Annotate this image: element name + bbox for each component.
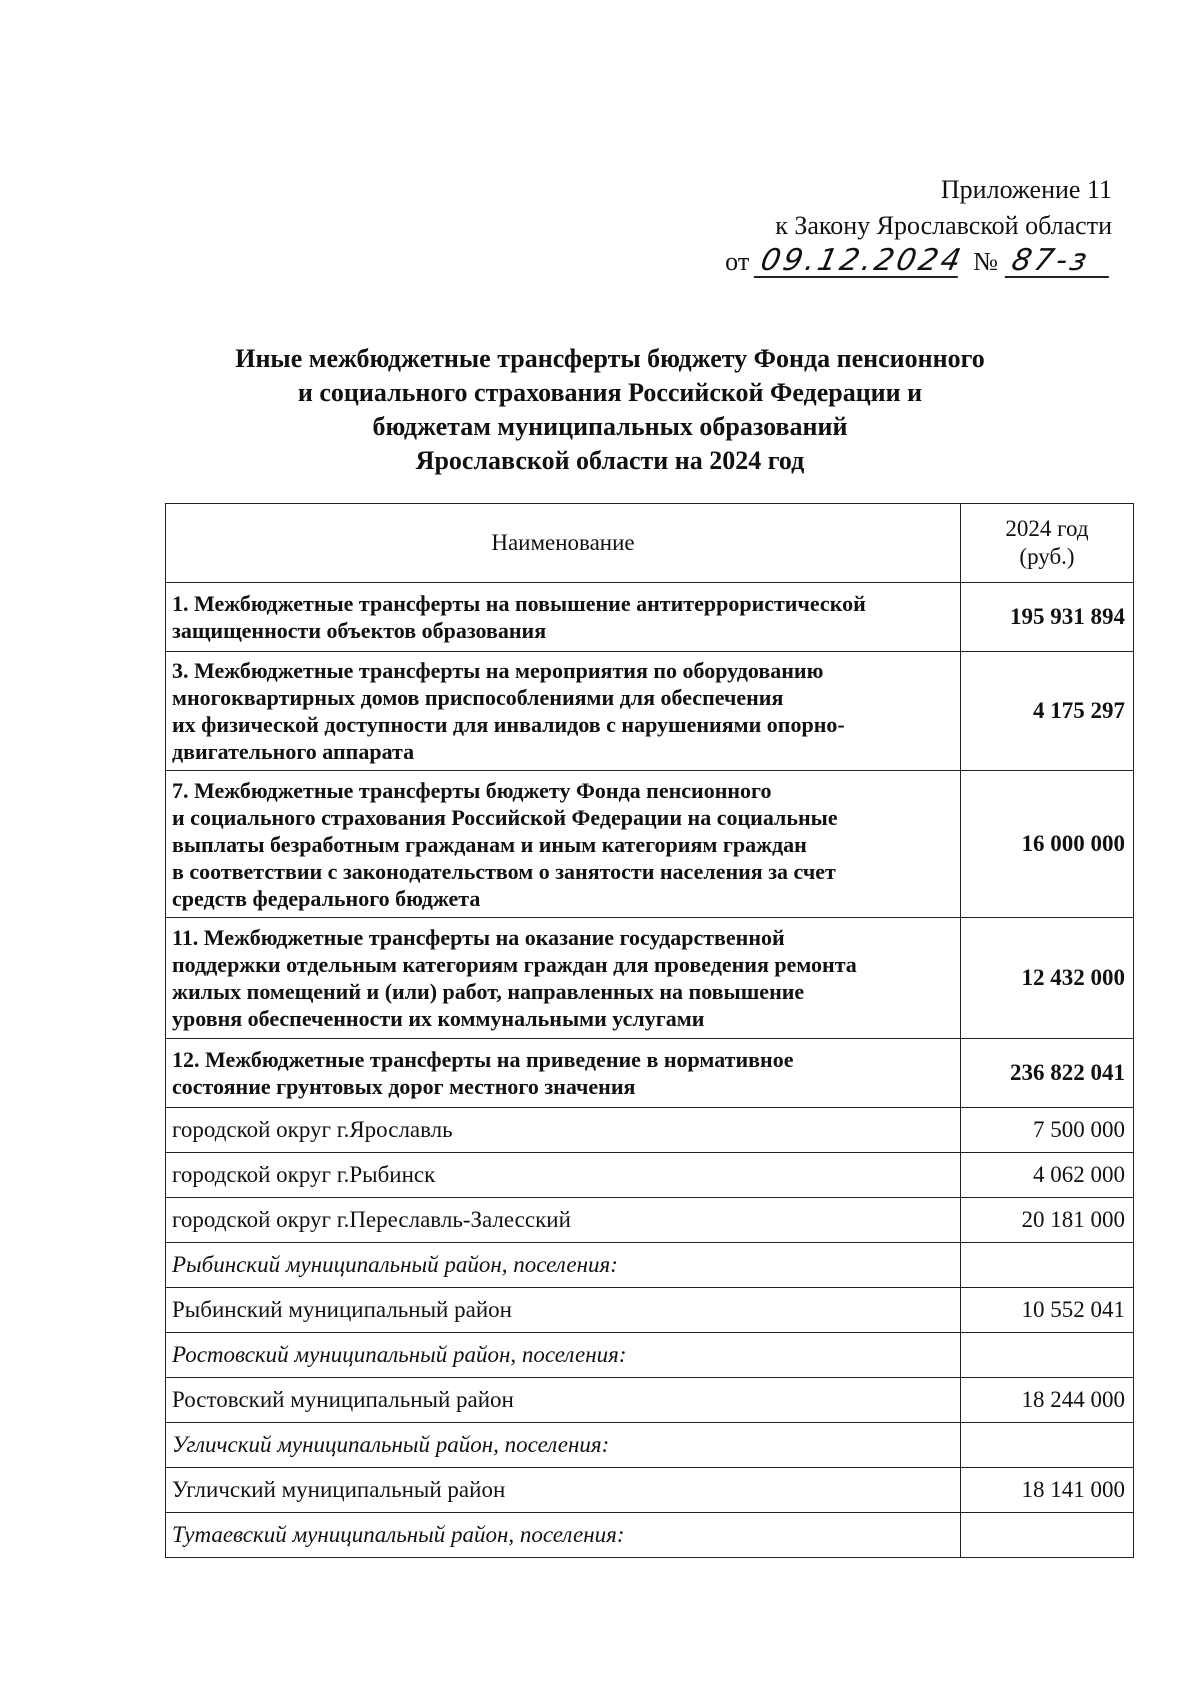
table-row <box>166 1153 1134 1198</box>
section-row <box>166 583 1134 652</box>
group-value <box>961 1333 1134 1378</box>
section-line: двигательного аппарата <box>172 739 415 764</box>
column-header-year <box>961 504 1134 583</box>
law-reference: к Закону Ярославской области <box>775 211 1112 240</box>
group-header-row <box>166 1423 1134 1468</box>
group-value <box>961 1513 1134 1558</box>
law-date-number-line <box>592 244 1112 280</box>
section-line: поддержки отдельным категориям граждан для проведения ремонта <box>172 952 857 977</box>
group-name: Тутаевский муниципальный район, поселения: <box>166 1513 961 1558</box>
column-header-name: Наименование <box>166 504 961 583</box>
table-row <box>166 1108 1134 1153</box>
section-line: и социального страхования Российской Федерации на социальные <box>172 804 838 830</box>
title-line: Ярославской области на 2024 год <box>415 446 805 475</box>
appendix-number: Приложение 11 <box>940 175 1112 204</box>
row-name: Угличский муниципальный район <box>166 1468 961 1513</box>
column-header-unit: (руб.) <box>1019 544 1075 569</box>
section-line: жилых помещений и (или) работ, направленных на повышение <box>172 979 805 1004</box>
section-line: 7. Межбюджетные трансферты бюджету Фонда пенсионного <box>172 777 772 803</box>
transfers-table <box>165 503 1134 1558</box>
section-line: состояние грунтовых дорог местного значения <box>172 1074 636 1099</box>
row-value: 18 244 000 <box>961 1378 1134 1423</box>
column-header-year-label: 2024 год <box>1005 516 1089 541</box>
row-name: Ростовский муниципальный район <box>166 1378 961 1423</box>
section-name <box>166 652 961 771</box>
section-row <box>166 918 1134 1039</box>
group-header-row <box>166 1243 1134 1288</box>
section-name <box>166 583 961 652</box>
section-name <box>166 1039 961 1108</box>
table-row <box>166 1198 1134 1243</box>
section-line: защищенности объектов образования <box>172 618 547 643</box>
section-line: 12. Межбюджетные трансферты на приведение в нормативное <box>172 1047 794 1072</box>
handwritten-number: 87-з <box>1005 246 1116 278</box>
group-value <box>961 1243 1134 1288</box>
table-row <box>166 1288 1134 1333</box>
title-line: Иные межбюджетные трансферты бюджету Фонда пенсионного <box>235 344 985 373</box>
row-value: 18 141 000 <box>961 1468 1134 1513</box>
section-line: их физической доступности для инвалидов с нарушениями опорно- <box>172 712 845 737</box>
section-name <box>166 771 961 918</box>
table-row <box>166 1468 1134 1513</box>
section-line: 3. Межбюджетные трансферты на мероприятия по оборудованию <box>172 658 824 683</box>
section-line: выплаты безработным гражданам и иным категориям граждан <box>172 831 807 857</box>
row-name: городской округ г.Ярославль <box>166 1108 961 1153</box>
row-name: Рыбинский муниципальный район <box>166 1288 961 1333</box>
row-value: 10 552 041 <box>961 1288 1134 1333</box>
section-line: 1. Межбюджетные трансферты на повышение антитеррористической <box>172 591 866 616</box>
section-line: многоквартирных домов приспособлениями для обеспечения <box>172 685 784 710</box>
number-label: № <box>973 247 998 276</box>
table-header-row <box>166 504 1134 583</box>
group-name: Ростовский муниципальный район, поселения: <box>166 1333 961 1378</box>
title-line: и социального страхования Российской Федерации и <box>297 378 923 407</box>
group-header-row <box>166 1333 1134 1378</box>
section-row <box>166 652 1134 771</box>
appendix-header <box>592 172 1112 280</box>
row-name: городской округ г.Рыбинск <box>166 1153 961 1198</box>
from-label: от <box>725 247 750 276</box>
row-value: 4 062 000 <box>961 1153 1134 1198</box>
section-line: 11. Межбюджетные трансферты на оказание государственной <box>172 925 785 950</box>
section-value: 12 432 000 <box>961 918 1134 1039</box>
row-value: 7 500 000 <box>961 1108 1134 1153</box>
section-line: средств федерального бюджета <box>172 885 481 911</box>
section-value: 4 175 297 <box>961 652 1134 771</box>
row-name: городской округ г.Переславль-Залесский <box>166 1198 961 1243</box>
group-header-row <box>166 1513 1134 1558</box>
document-title <box>160 342 1060 478</box>
title-line: бюджетам муниципальных образований <box>372 412 848 441</box>
handwritten-date: 09.12.2024 <box>754 246 965 278</box>
section-line: уровня обеспеченности их коммунальными услугами <box>172 1006 705 1031</box>
section-name <box>166 918 961 1039</box>
section-row <box>166 1039 1134 1108</box>
group-value <box>961 1423 1134 1468</box>
section-value: 195 931 894 <box>961 583 1134 652</box>
section-value: 16 000 000 <box>961 771 1134 918</box>
section-value: 236 822 041 <box>961 1039 1134 1108</box>
group-name: Угличский муниципальный район, поселения: <box>166 1423 961 1468</box>
section-row <box>166 771 1134 918</box>
table-row <box>166 1378 1134 1423</box>
section-line: в соответствии с законодательством о занятости населения за счет <box>172 858 836 884</box>
group-name: Рыбинский муниципальный район, поселения: <box>166 1243 961 1288</box>
row-value: 20 181 000 <box>961 1198 1134 1243</box>
